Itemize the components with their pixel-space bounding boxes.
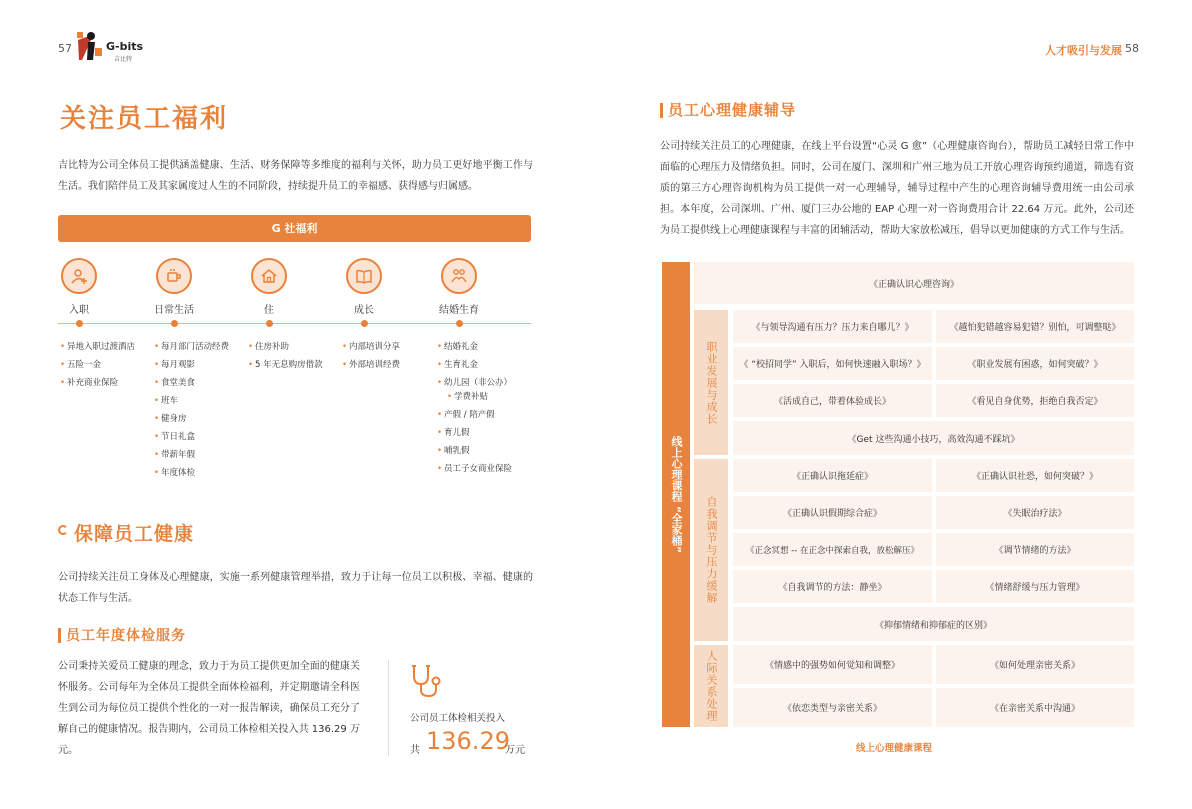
benefit-list-growth <box>342 338 400 374</box>
course-cell: 《Get 这些沟通小技巧，高效沟通不踩坑》 <box>733 421 1134 455</box>
list-item: • 五险一金 <box>60 356 135 374</box>
course-bundle-bar: 线上心理课程 “全家桶” <box>662 262 690 727</box>
family-icon <box>441 258 477 294</box>
group-self-regulation: 自我调节与压力缓解 <box>694 459 728 641</box>
course-cell: 《职业发展有困惑，如何突破？》 <box>936 347 1134 380</box>
list-item: • 员工子女商业保险 <box>437 460 512 478</box>
benefit-list-daily-life <box>154 338 229 482</box>
course-cell: 《正确认识假期综合症》 <box>733 496 932 529</box>
checkup-heading <box>58 625 186 645</box>
course-cell: 《失眠治疗法》 <box>936 496 1134 529</box>
benefit-label-housing: 住 <box>264 305 274 316</box>
list-item: • 学费补贴 <box>437 388 512 406</box>
divider <box>388 660 389 756</box>
benefit-list-onboarding <box>60 338 135 392</box>
section-marker-icon <box>58 525 68 535</box>
mental-health-intro: 公司持续关注员工的心理健康，在线上平台设置“心灵 G 愈”（心理健康咨询台），帮助员工减轻日常工作中面临的心理压力及情绪负担。同时，公司在厦门、深圳和广州三地为员工开放心理咨询预约通道，筛选有资质的第三方心理咨询机构为员工提供一对一心理辅导，辅导过程中产生的心理咨询辅导费用统一由公司承担。本年度，公司深圳、广州、厦门三办公地的 EAP 心理一对一咨询费用合计 22.64 万元。此外，公司还为员工提供线上心理健康课程与丰富的团辅活动，帮助大家放松减压，倡导以更加健康的方式工作与生活。 <box>660 141 1134 236</box>
course-cell: 《自我调节的方法：静坐》 <box>733 570 932 603</box>
list-item: • 每月观影 <box>154 356 229 374</box>
course-cell: 《看见自身优势，拒绝自我否定》 <box>936 384 1134 417</box>
list-item: • 育儿假 <box>437 424 512 442</box>
benefit-list-housing <box>248 338 323 374</box>
course-cell: 《活成自己，带着体验成长》 <box>733 384 932 417</box>
list-item: • 结婚礼金 <box>437 338 512 356</box>
logo-wordmark: G-bits <box>106 40 144 53</box>
section-title-health: 保障员工健康 <box>74 523 195 545</box>
heading-bar <box>58 628 61 643</box>
course-cell: 《与领导沟通有压力？压力来自哪儿？》 <box>733 310 932 343</box>
course-cell: 《如何处理亲密关系》 <box>936 645 1134 684</box>
list-item: • 外部培训经费 <box>342 356 400 374</box>
checkup-text: 公司秉持关爱员工健康的理念，致力于为员工提供更加全面的健康关怀服务。公司每年为全体员工提供全面体检福利，并定期邀请全科医生到公司为每位员工提供个性化的一对一报告解读，确保员工充分了解自己的健康情况。报告期内，公司员工体检相关投入共 136.29 万元。 <box>58 661 360 756</box>
home-icon <box>251 258 287 294</box>
list-item: • 带薪年假 <box>154 446 229 464</box>
timeline-dot <box>171 320 178 327</box>
list-item: • 健身房 <box>154 410 229 428</box>
benefit-label-growth: 成长 <box>354 305 374 316</box>
benefit-label-daily-life: 日常生活 <box>154 305 194 316</box>
right-page-number: 58 <box>1125 42 1139 55</box>
book-icon <box>346 258 382 294</box>
course-cell: 《调节情绪的方法》 <box>936 533 1134 566</box>
checkup-title: 员工年度体检服务 <box>66 628 186 644</box>
benefit-label-onboarding: 入职 <box>69 305 89 316</box>
timeline-dot <box>76 320 83 327</box>
left-page-number: 57 <box>58 42 72 55</box>
list-item: • 年度体检 <box>154 464 229 482</box>
list-item: • 产假 / 陪产假 <box>437 406 512 424</box>
list-item: • 生育礼金 <box>437 356 512 374</box>
group-career: 职业发展与成长 <box>694 310 728 455</box>
course-cell: 《正念冥想 -- 在正念中探索自我，放松解压》 <box>733 533 932 566</box>
list-item: • 哺乳假 <box>437 442 512 460</box>
stat-label: 公司员工体检相关投入 <box>410 713 506 724</box>
list-item: • 5 年无息购房借款 <box>248 356 323 374</box>
list-item: • 食堂美食 <box>154 374 229 392</box>
benefit-label-family: 结婚生育 <box>439 305 479 316</box>
timeline-dot <box>361 320 368 327</box>
course-cell: 《情感中的强势如何觉知和调整》 <box>733 645 932 684</box>
logo-subtext: 吉比特 <box>114 56 133 63</box>
course-cell: 《正确认识心理咨询》 <box>694 262 1134 304</box>
heading-bar <box>660 103 663 118</box>
page-title-mental-health: 员工心理健康辅导 <box>668 101 797 119</box>
welfare-intro: 吉比特为公司全体员工提供涵盖健康、生活、财务保障等多维度的福利与关怀，助力员工更好地平衡工作与生活。我们陪伴员工及其家属度过人生的不同阶段，持续提升员工的幸福感、获得感与归属感。 <box>58 160 533 192</box>
list-item: • 内部培训分享 <box>342 338 400 356</box>
section-tag: 人才吸引与发展 <box>1045 44 1122 57</box>
timeline-dot <box>456 320 463 327</box>
table-caption: 线上心理健康课程 <box>856 743 933 754</box>
stat-prefix: 共 <box>410 745 420 756</box>
course-cell: 《越怕犯错越容易犯错？别怕，可调整哒》 <box>936 310 1134 343</box>
course-cell: 《依恋类型与亲密关系》 <box>733 688 932 727</box>
list-item: • 每月部门活动经费 <box>154 338 229 356</box>
timeline-dot <box>266 320 273 327</box>
course-cell: 《在亲密关系中沟通》 <box>936 688 1134 727</box>
health-intro: 公司持续关注员工身体及心理健康，实施一系列健康管理举措，致力于让每一位员工以积极、幸福、健康的状态工作与生活。 <box>58 572 533 604</box>
course-cell: 《 “校招同学” 入职后，如何快速融入职场？》 <box>733 347 932 380</box>
stethoscope-icon <box>408 662 446 700</box>
list-item: • 异地入职过渡酒店 <box>60 338 135 356</box>
group-relationships: 人际关系处理 <box>694 645 728 727</box>
page-title-welfare: 关注员工福利 <box>60 104 229 134</box>
course-cell: 《抑郁情绪和抑郁症的区别》 <box>733 607 1134 641</box>
list-item: • 幼儿园（非公办） <box>437 374 512 392</box>
add-user-icon <box>61 258 97 294</box>
coffee-icon <box>156 258 192 294</box>
right-heading <box>660 99 796 120</box>
course-cell: 《正确认识社恐，如何突破？》 <box>936 459 1134 492</box>
benefit-list-family <box>437 338 512 478</box>
course-cell: 《正确认识拖延症》 <box>733 459 932 492</box>
course-cell: 《情绪舒缓与压力管理》 <box>936 570 1134 603</box>
list-item: • 节日礼盒 <box>154 428 229 446</box>
stat-unit: 万元 <box>505 745 525 756</box>
stat-value: 136.29 <box>426 727 510 755</box>
list-item: • 住房补助 <box>248 338 323 356</box>
g-welfare-bar: G 社福利 <box>58 215 531 242</box>
list-item: • 班车 <box>154 392 229 410</box>
list-item: • 补充商业保险 <box>60 374 135 392</box>
